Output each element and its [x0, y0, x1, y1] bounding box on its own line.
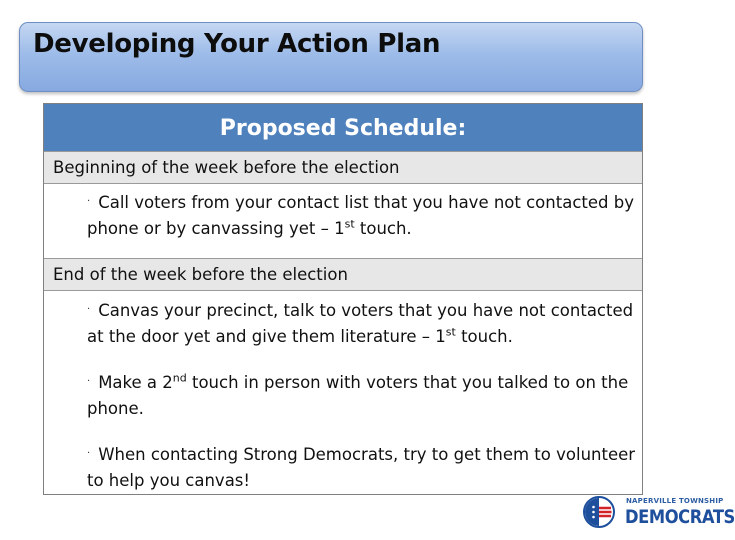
schedule-table	[43, 103, 643, 495]
schedule-header: Proposed Schedule:	[44, 104, 642, 151]
party-logo	[583, 494, 735, 534]
list-item: · Canvas your precinct, talk to voters that you have not contacted at the door yet and give them literature – 1st touch.	[87, 298, 647, 349]
bullet-icon: ·	[87, 196, 91, 207]
logo-subtitle: NAPERVILLE TOWNSHIP	[626, 497, 724, 505]
bullet-icon: ·	[87, 448, 91, 459]
bullet-icon: ·	[87, 376, 91, 387]
list-item: · Call voters from your contact list that you have not contacted by phone or by canvassing yet – 1st touch.	[87, 190, 647, 241]
list-item: · Make a 2nd touch in person with voters that you talked to on the phone.	[87, 370, 647, 421]
section-heading-beginning: Beginning of the week before the election	[44, 151, 642, 184]
section-heading-end: End of the week before the election	[44, 258, 642, 291]
party-seal-icon	[583, 496, 615, 528]
slide-title: Developing Your Action Plan	[33, 29, 441, 59]
title-bar	[19, 22, 643, 92]
list-item: · When contacting Strong Democrats, try to get them to volunteer to help you canvas!	[87, 442, 647, 493]
logo-name: DEMOCRATS	[625, 506, 735, 528]
bullet-icon: ·	[87, 304, 91, 315]
